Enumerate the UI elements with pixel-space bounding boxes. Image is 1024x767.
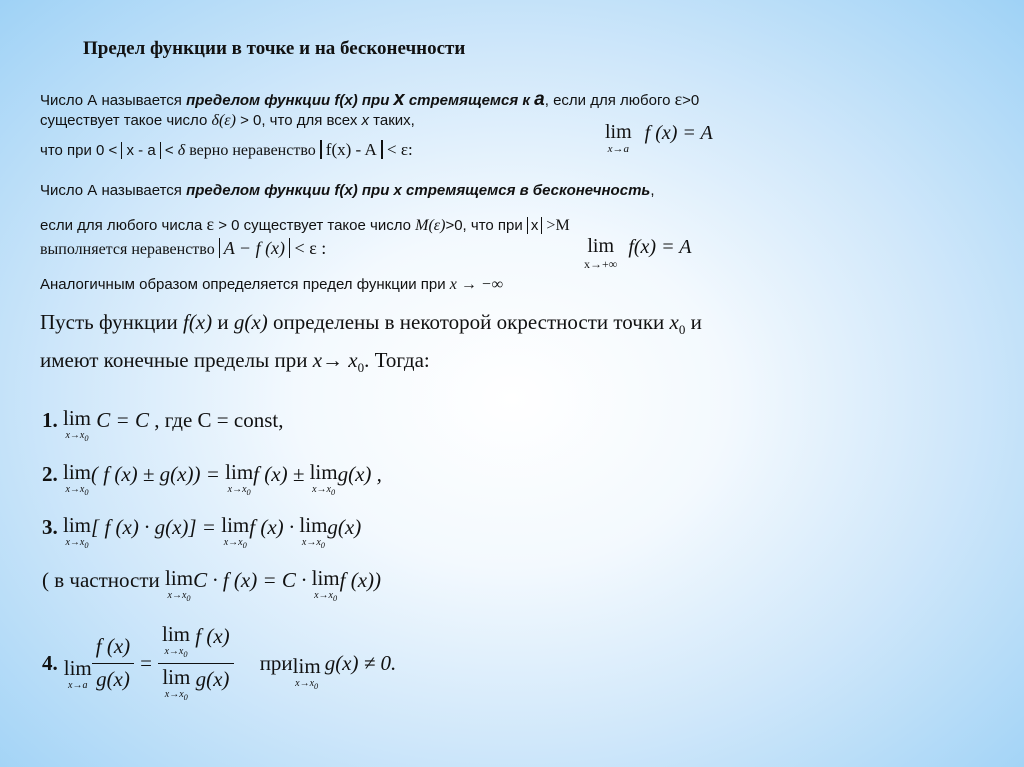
lim-sub-r2a-idx: 0: [84, 488, 89, 497]
lim-subscript-r1: [63, 431, 91, 443]
rule-3: [42, 515, 361, 550]
M-expression: M(ε): [415, 217, 446, 234]
def1-text5: > 0, что для всех: [235, 112, 362, 129]
lim-sub-n2: x→x: [314, 590, 333, 601]
def2-text3: если для любого числа: [40, 217, 207, 234]
intro-x0b-sub: 0: [357, 360, 365, 376]
lim-sub-r4n-idx: 0: [183, 649, 188, 659]
lim-word-n2: lim: [311, 566, 340, 590]
lim-word-r3c: lim: [299, 513, 328, 537]
lim-operator-r3a: [63, 515, 91, 550]
lim-word-r4n: lim: [162, 621, 191, 646]
def1-text10: < ε:: [382, 140, 413, 159]
rule-2-number: 2.: [42, 462, 58, 486]
lim-sub-r2a: x→x: [65, 484, 85, 495]
rule-3-note-text: ( в частности: [42, 568, 166, 592]
def1-text4: существует такое число: [40, 112, 212, 129]
epsilon-symbol-2: ε: [206, 214, 215, 234]
rule-4-number: 4.: [42, 650, 58, 675]
lim-fraction-numerator: [158, 621, 234, 664]
lim-sub-r4n: x→x: [164, 645, 184, 657]
def2-term: пределом функции f(x) при x стремящемся в бесконечность: [186, 182, 651, 199]
rule-1-tail: , где С = const,: [148, 408, 284, 432]
rule-3-c: g(x): [327, 515, 362, 539]
lim-operator-r4d: [162, 667, 190, 702]
intro-g: g(x): [233, 310, 268, 334]
def1-text8: <: [160, 142, 178, 159]
arrow-symbol: →: [322, 348, 344, 372]
lim-subscript: x→a: [607, 143, 630, 155]
fraction-numerator: [92, 634, 134, 664]
lim-word-n1: lim: [165, 566, 194, 590]
def1-line2: [40, 112, 415, 130]
rule-3-note-b: f (x)): [339, 568, 382, 592]
lim-operator-r3c: [299, 515, 327, 550]
formula-rhs: f (x) = A: [644, 122, 713, 144]
epsilon-symbol: ε: [674, 89, 683, 109]
rule-3-note-a: C · f (x) = C ·: [193, 568, 307, 592]
analog-text: Аналогичным образом определяется предел функции при: [40, 276, 450, 293]
lim-operator-n2: [312, 568, 340, 603]
lim-sub-r2c: x→x: [312, 484, 331, 495]
lim-operator-r2c: [310, 462, 338, 497]
rule-3-a: [ f (x) · g(x)] =: [91, 515, 216, 539]
def1-x2: х: [361, 112, 369, 129]
lim-operator-r4c: [293, 656, 321, 691]
intro-text3: определены в некоторой окрестности точки: [267, 310, 670, 334]
lim-subscript-r2c: [310, 485, 338, 497]
abs-x: x: [527, 217, 543, 234]
lim-sub-r3b: x→x: [223, 537, 243, 548]
rule-2-c: g(x) ,: [337, 462, 382, 486]
def2-text4: > 0 существует такое число: [214, 217, 416, 234]
lim-sub-r4c: x→x: [295, 678, 315, 690]
lim-sub-r2b-idx: 0: [246, 488, 251, 497]
lim-sub-r3a-idx: 0: [84, 541, 89, 550]
rule-4-lim-fraction: [158, 621, 234, 703]
equals-sign: =: [140, 650, 153, 675]
intro-text5: имеют конечные пределы при: [40, 348, 313, 372]
lim-word: lim: [605, 121, 632, 143]
delta-symbol: δ: [177, 142, 186, 159]
lim-sub-n1-idx: 0: [186, 594, 191, 603]
fraction-denominator: [92, 664, 134, 692]
def2-text7: выполняется неравенство: [40, 241, 219, 258]
lim-subscript-r4c: [293, 679, 321, 691]
lim-sub-r1-idx: 0: [84, 434, 89, 443]
lim-operator-r4: [63, 655, 92, 691]
intro-x0b: x: [343, 348, 358, 372]
lim-sub-r4d-idx: 0: [183, 693, 188, 702]
lim-sub-r3c: x→x: [301, 537, 321, 548]
lim-subscript-r3b: [221, 538, 249, 550]
lim-operator: [605, 122, 632, 155]
def2-text6: >M: [542, 217, 570, 234]
abs-fx-minus-A: f(x) - A: [320, 140, 383, 159]
intro-line2: [40, 348, 430, 376]
def2-text5: >0, что при: [445, 217, 527, 234]
lim-operator-n1: [165, 568, 193, 603]
lim-word-r3a: lim: [63, 513, 92, 537]
lim-word-r2c: lim: [309, 460, 338, 484]
lim-word-r4: lim: [63, 655, 92, 680]
rule-1: [42, 408, 283, 443]
lim-word-r2b: lim: [225, 460, 254, 484]
rule-4-g2: g(x): [195, 667, 230, 691]
def2-text8: < ε :: [290, 238, 327, 258]
rule-3-b: f (x) ·: [249, 515, 295, 539]
lim-sub-r1: x→x: [65, 430, 85, 441]
rule-4-f: f (x): [95, 634, 131, 658]
page-title: Предел функции в точке и на бесконечности: [83, 38, 466, 59]
analog-line: [40, 276, 503, 294]
lim-subscript-r3c: [299, 538, 327, 550]
def1-text: Число А называется: [40, 92, 187, 109]
lim-sub-r3a: x→x: [65, 537, 85, 548]
intro-text: Пусть функции: [40, 310, 183, 334]
lim-word-2: lim: [587, 235, 614, 257]
lim-subscript-r3a: [63, 538, 91, 550]
lim-word-r2a: lim: [63, 460, 92, 484]
def1-a: а: [534, 89, 545, 110]
rule-1-number: 1.: [42, 408, 58, 432]
lim-subscript-r4n: [162, 647, 190, 659]
def1-term2: стремящемся к: [404, 92, 535, 109]
lim-subscript-r2b: [225, 485, 253, 497]
lim-sub-r2b: x→x: [227, 484, 247, 495]
def2-line2: [40, 214, 570, 235]
intro-x0-sub: 0: [678, 322, 686, 338]
intro-x: x: [312, 348, 323, 372]
lim-word-r4d: lim: [162, 665, 191, 689]
rule-4-g: g(x): [96, 667, 130, 691]
lim-subscript-n1: [165, 591, 193, 603]
lim-sub-n2-idx: 0: [333, 594, 338, 603]
def2-formula: [584, 236, 691, 270]
lim-sub-r4d: x→x: [164, 689, 184, 700]
rule-4-cond: при: [259, 650, 293, 675]
lim-operator-r3b: [221, 515, 249, 550]
analog-tail: x → −∞: [449, 276, 504, 293]
rule-2: [42, 462, 382, 497]
intro-text2: и: [212, 310, 234, 334]
lim-operator-2: [584, 236, 617, 270]
def2-line3: [40, 238, 326, 259]
lim-operator-r2b: [225, 462, 253, 497]
lim-subscript-r2a: [63, 485, 91, 497]
intro-line1: [40, 310, 702, 338]
delta-expression: δ(ε): [211, 112, 236, 129]
rule-4: [42, 622, 396, 704]
lim-subscript-n2: [312, 591, 340, 603]
def1-text9: верно неравенство: [185, 142, 320, 159]
lim-word-r1: lim: [63, 406, 92, 430]
def1-x: х: [393, 88, 405, 110]
intro-x0: x: [669, 310, 679, 334]
lim-subscript-2: x→+∞: [584, 257, 618, 271]
lim-sub-r3b-idx: 0: [242, 541, 247, 550]
def2-text: Число А называется: [40, 182, 187, 199]
lim-sub-r4c-idx: 0: [314, 682, 319, 692]
intro-text4: и: [685, 310, 702, 334]
lim-sub-r3c-idx: 0: [320, 541, 325, 550]
def1-term: пределом функции f(x) при: [186, 92, 394, 109]
def1-formula: [605, 122, 713, 155]
def2-text2: ,: [650, 182, 655, 199]
lim-word-r4c: lim: [292, 654, 321, 679]
def1-text6: таких,: [368, 112, 415, 129]
def1-text3: >0: [682, 92, 700, 109]
lim-sub-r2c-idx: 0: [330, 488, 336, 497]
lim-sub-n1: x→x: [167, 590, 187, 601]
def1-text2: , если для любого: [544, 92, 675, 109]
lim-operator-r1: [63, 408, 91, 443]
lim-operator-r2a: [63, 462, 91, 497]
def2-line1: [40, 182, 654, 199]
rule-3-number: 3.: [42, 515, 58, 539]
rule-4-f2: f (x): [195, 623, 230, 648]
lim-subscript-r4d: [162, 690, 190, 702]
lim-word-r3b: lim: [221, 513, 250, 537]
intro-text6: . Тогда:: [364, 348, 430, 372]
rule-2-a: ( f (x) ± g(x)) =: [91, 462, 220, 486]
rule-3-note: [42, 568, 381, 603]
rule-1-body: C = C: [96, 408, 149, 432]
rule-4-cond-b: g(x) ≠ 0.: [324, 650, 397, 675]
intro-f: f(x): [182, 310, 213, 334]
abs-A-minus-fx: A − f (x): [219, 238, 290, 258]
rule-4-fraction: [92, 634, 134, 692]
def1-line3: [40, 140, 413, 160]
def1-line1: [40, 88, 699, 111]
rule-2-b: f (x) ±: [253, 462, 305, 486]
lim-subscript-r4: x→a: [68, 679, 88, 691]
formula-rhs-2: f(x) = A: [628, 236, 692, 258]
lim-operator-r4n: [162, 621, 191, 659]
abs-x-minus-a: х - а: [121, 142, 160, 159]
def1-text7: что при 0 <: [40, 142, 122, 159]
lim-fraction-denominator: [158, 664, 234, 702]
